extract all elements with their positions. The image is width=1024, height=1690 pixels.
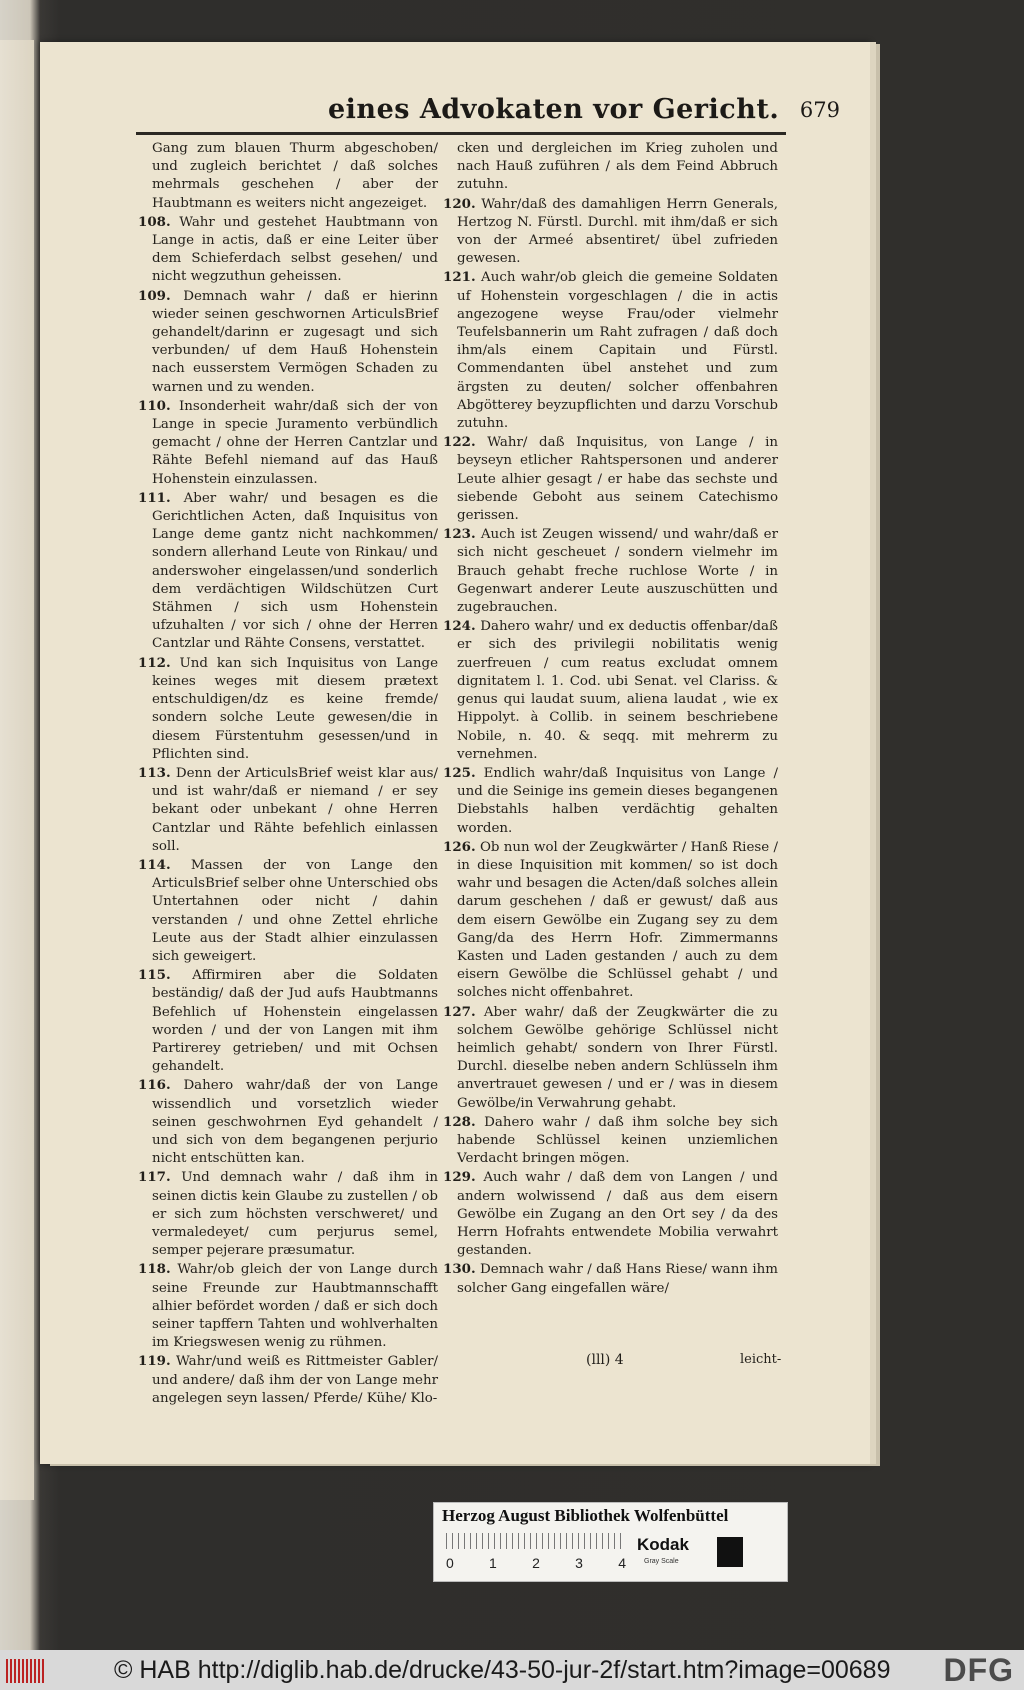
item-number: 130.	[443, 1261, 476, 1278]
item-number: 111.	[138, 489, 171, 506]
paragraph-item	[138, 489, 438, 654]
book-page	[40, 42, 870, 1464]
item-number: 119.	[138, 1353, 171, 1370]
catchword: leicht-	[740, 1352, 782, 1367]
item-text: Insonderheit wahr/daß sich der von Lange in specie Juramento verbündlich gemacht / ohne der Herren Cantzlar und Rähte Befehl niemand auf das Hauß Hohenstein einzulassen.	[152, 398, 438, 487]
paragraph-item	[443, 1168, 778, 1260]
paragraph-item	[443, 268, 778, 433]
credit-link[interactable]: © HAB http://diglib.hab.de/drucke/43-50-jur-2f/start.htm?image=00689	[114, 1656, 891, 1684]
item-number: 121.	[443, 269, 476, 286]
page-title: eines Advokaten vor Gericht.	[328, 94, 780, 125]
left-column	[138, 140, 438, 1408]
item-text: Dahero wahr / daß ihm solche bey sich habende Schlüssel keinen unziemlichen Verdacht bringen mögen.	[457, 1114, 778, 1167]
paragraph-item	[138, 213, 438, 287]
item-number: 117.	[138, 1169, 171, 1186]
scale-number: 0	[446, 1555, 454, 1571]
item-number: 114.	[138, 856, 171, 873]
scale-number: 1	[489, 1555, 497, 1571]
item-number: 122.	[443, 434, 476, 451]
signature-mark: (lll) 4	[586, 1352, 624, 1368]
item-text: Wahr/ daß Inquisitus, von Lange / in beyseyn etlicher Rahtspersonen und anderer Leute alhier gesagt / er habe das sechste und siebende Geboht aus seinem Catechismo gerissen.	[457, 435, 778, 524]
item-number: 115.	[138, 967, 171, 984]
item-text: Ob nun wol der Zeugkwärter / Hanß Riese / in diese Inquisition mit kommen/ so ist doch wahr und besagen die Acten/daß solches allein darum geschehen / daß er gewust/ daß aus dem eisern Gewölbe ein Zugang sey zu dem Gang/da des Herrn Hofr. Zimmermanns Kasten und Laden gestanden / auch zu dem eisern Gewölbe die Schlüssel gehabt / und solches nicht offenbahret.	[457, 839, 778, 1001]
library-name: Herzog August Bibliothek Wolfenbüttel	[442, 1506, 729, 1525]
scale-number: 2	[532, 1555, 540, 1571]
dfg-logo: DFG	[943, 1652, 1014, 1688]
paragraph-item	[138, 856, 438, 966]
paragraph-item	[138, 397, 438, 489]
hab-logo-icon	[6, 1659, 46, 1683]
item-text: Und demnach wahr / daß ihm in seinen dictis kein Glaube zu zustellen / ob er sich zum höchsten verschweret/ und vermaledeyet/ cum perjurus semel, semper pejerare præsumatur.	[152, 1170, 438, 1259]
paragraph-item	[443, 195, 778, 269]
gray-scale-label: Gray Scale	[644, 1558, 679, 1565]
paragraph-item	[443, 1113, 778, 1169]
paragraph-item	[443, 617, 778, 764]
item-text: Affirmiren aber die Soldaten beständig/ daß der Jud aufs Haubtmanns Befehlich uf Hohenstein eingelassen worden / und der von Langen mit ihm Partirerey getrieben/ und mit Ochsen gehandelt.	[152, 968, 438, 1075]
item-number: 120.	[443, 195, 476, 212]
paragraph-item	[138, 140, 438, 213]
paragraph-item	[138, 1168, 438, 1260]
item-number: 128.	[443, 1113, 476, 1130]
paragraph-item	[138, 654, 438, 764]
item-text: Auch ist Zeugen wissend/ und wahr/daß er sich nicht gescheuet / sondern vielmehr im Brauch gehabt freche ruchlose Worte / in Gegenwart anderer Leute auszuschütten und zugebrauchen.	[457, 527, 778, 616]
paragraph-item	[443, 1260, 778, 1297]
item-text: Dahero wahr/daß der von Lange wissendlich und vorsetzlich wieder seinen geschwohrnen Eyd gehandelt / und sich von dem begangenen perjurio nicht entschütten kan.	[152, 1078, 438, 1167]
color-target-label	[433, 1502, 788, 1582]
header-rule	[136, 132, 786, 135]
item-text: Wahr/und weiß es Rittmeister Gabler/ und andere/ daß ihm der von Lange mehr angelegen seyn lassen/ Pferde/ Kühe/ Klo-	[152, 1354, 439, 1406]
paragraph-item	[443, 838, 778, 1003]
item-text: Aber wahr/ daß der Zeugkwärter die zu solchem Gewölbe gehörige Schlüssel nicht heimlich gehabt/ sondern von Ihrer Fürstl. Durchl. dieselbe neben andern Schlüsseln ihm anvertrauet gewesen / und er / was in diesem Gewölbe/in Verwahrung gehabt.	[457, 1004, 778, 1111]
item-text: Wahr und gestehet Haubtmann von Lange in actis, daß er eine Leiter über dem Schieferdach selbst gesehen/ und nicht wegzuthun geheissen.	[152, 214, 438, 285]
ruler-scale	[446, 1533, 626, 1549]
item-text: Endlich wahr/daß Inquisitus von Lange / und die Seinige ins gemein dieses begangenen Diebstahls halben verdächtig gehalten worden.	[457, 765, 778, 836]
item-text: Gang zum blauen Thurm abgeschoben/ und zugleich berichtet / daß solches mehrmals geschehen / aber der Haubtmann es weiters nicht angezeiget.	[152, 141, 438, 211]
page-number: 679	[799, 98, 840, 122]
item-number: 116.	[138, 1077, 171, 1094]
item-text: Wahr/ob gleich der von Lange durch seine Freunde zur Haubtmannschafft alhier befördet worden / daß er sich doch seiner tapffern Tahten und wohlverhalten im Kriegswesen wenig zu rühmen.	[152, 1262, 438, 1351]
paragraph-item	[443, 1003, 778, 1113]
item-number: 113.	[138, 764, 171, 781]
paragraph-item	[443, 764, 778, 838]
item-text: Auch wahr / daß dem von Langen / und andern wolwissend / daß aus dem eisern Gewölbe ein Zugang an den Ort sey / da des Herrn Hofrahts entwendete Mobilia verwahrt gestanden.	[457, 1170, 778, 1259]
item-number: 125.	[443, 764, 476, 781]
paragraph-item	[138, 1260, 438, 1352]
item-number: 126.	[443, 838, 476, 855]
item-text: Dahero wahr/ und ex deductis offenbar/daß er sich des privilegii nobilitatis wenig zuerfreuen / cum reatus excludat omnem dignitatem l. 1. Cod. ubi Senat. vel Clariss. & genus qui laudat suum, aliena laudat , wie ex Hippolyt. à Collib. in seinem beschriebene Nobile, n. 40. & seqq. mit mehrerm zu vernehmen.	[457, 619, 778, 762]
facing-page-edge	[0, 40, 34, 1500]
paragraph-item	[443, 140, 778, 195]
item-number: 129.	[443, 1169, 476, 1186]
item-number: 108.	[138, 213, 171, 230]
right-column	[443, 140, 778, 1298]
item-text: Demnach wahr / daß Hans Riese/ wann ihm solcher Gang eingefallen wäre/	[457, 1262, 778, 1296]
black-swatch	[717, 1537, 743, 1567]
item-text: Wahr/daß des damahligen Herrn Generals, Hertzog N. Fürstl. Durchl. mit ihm/daß er sich von der Armeé absentiret/ übel zufrieden gewesen.	[457, 196, 778, 267]
paragraph-item	[138, 966, 438, 1076]
paragraph-item	[138, 1352, 438, 1408]
item-text: cken und dergleichen im Krieg zuholen und nach Hauß zuführen / als dem Feind Abbruch zutuhn.	[457, 141, 778, 193]
item-number: 109.	[138, 287, 171, 304]
item-text: Aber wahr/ und besagen es die Gerichtlichen Acten, daß Inquisitus von Lange deme gantz nicht nachkommen/ sondern allerhand Leute von Rinkau/ und anderswoher eingelassen/und sonderlich dem verdächtigen Wildschützen Curt Stähmen / sich usm Hohenstein ufzuhalten / vor sich / ohne der Herren Cantzlar und Rähte Consens, verstattet.	[152, 490, 438, 652]
paragraph-item	[443, 433, 778, 525]
item-text: Und kan sich Inquisitus von Lange keines weges mit diesem prætext entschuldigen/dz es keine fremde/ sondern solche Leute gewesen/die in diesem Fürstentuhm gesessen/und in Pflichten sind.	[152, 655, 438, 762]
item-text: Auch wahr/ob gleich die gemeine Soldaten uf Hohenstein vorgeschlagen / die in actis angezogene weyse Frau/oder vielmehr Teufelsbannerin um Raht zufragen / daß doch ihm/als einem Capitain und Fürstl. Commendanten übel anstehet und zum ärgsten zu deuten/ solcher offenbahren Abgötterey beyzupflichten und darzu Vorschub zutuhn.	[457, 270, 778, 432]
ruler-numbers	[446, 1555, 626, 1571]
scale-number: 4	[618, 1555, 626, 1571]
item-number: 127.	[443, 1003, 476, 1020]
kodak-brand: Kodak	[637, 1535, 689, 1554]
item-number: 118.	[138, 1261, 171, 1278]
paragraph-item	[138, 764, 438, 856]
footer-bar	[0, 1650, 1024, 1690]
item-number: 124.	[443, 618, 476, 635]
item-number: 110.	[138, 397, 171, 414]
item-text: Demnach wahr / daß er hierinn wieder seinen geschwornen ArticulsBrief gehandelt/darinn er zugesagt und sich verbunden/ uf dem Hauß Hohenstein nach eusserstem Vermögen Schaden zu warnen und zu wenden.	[152, 288, 438, 395]
paragraph-item	[138, 287, 438, 397]
running-head	[288, 94, 840, 134]
item-number: 112.	[138, 654, 171, 671]
paragraph-item	[443, 525, 778, 617]
item-number: 123.	[443, 526, 476, 543]
paragraph-item	[138, 1076, 438, 1168]
scale-number: 3	[575, 1555, 583, 1571]
item-text: Denn der ArticulsBrief weist klar aus/ und ist wahr/daß er niemand / er sey bekant oder unbekant / ohne Herren Cantzlar und Rähte befehlich einlassen soll.	[152, 765, 438, 854]
item-text: Massen der von Lange den ArticulsBrief selber ohne Unterschied obs Untertahnen oder nicht / dahin verstanden / und ohne Zettel ehrliche Leute aus der Stadt alhier einzulassen sich geweigert.	[152, 857, 438, 964]
